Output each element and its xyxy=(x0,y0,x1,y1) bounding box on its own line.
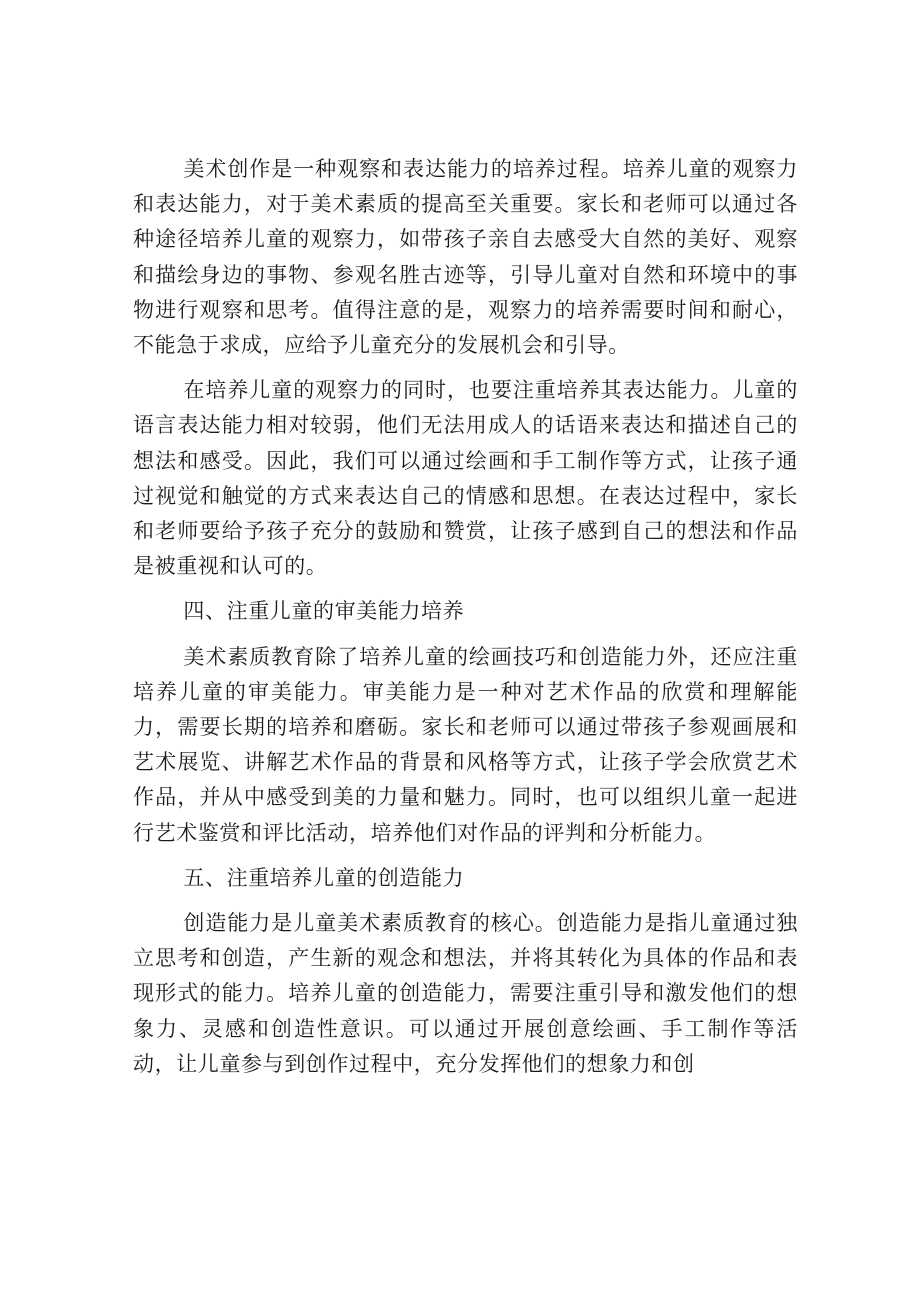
section-heading-aesthetic: 四、注重儿童的审美能力培养 xyxy=(183,599,465,624)
document-body xyxy=(133,152,798,1082)
section-heading-creativity: 五、注重培养儿童的创造能力 xyxy=(183,865,465,890)
paragraph-aesthetic-ability: 美术素质教育除了培养儿童的绘画技巧和创造能力外，还应注重培养儿童的审美能力。审美能力是一种对艺术作品的欣赏和理解能力，需要长期的培养和磨砺。家长和老师可以通过带孩子参观画展和艺术展览、讲解艺术作品的背景和风格等方式，让孩子学会欣赏艺术作品，并从中感受到美的力量和魅力。同时，也可以组织儿童一起进行艺术鉴赏和评比活动，培养他们对作品的评判和分析能力。 xyxy=(133,644,798,845)
paragraph-observation-expression: 美术创作是一种观察和表达能力的培养过程。培养儿童的观察力和表达能力，对于美术素质的提高至关重要。家长和老师可以通过各种途径培养儿童的观察力，如带孩子亲自去感受大自然的美好、观察和描绘身边的事物、参观名胜古迹等，引导儿童对自然和环境中的事物进行观察和思考。值得注意的是，观察力的培养需要时间和耐心，不能急于求成，应给予儿童充分的发展机会和引导。 xyxy=(133,157,798,358)
paragraph-expression-ability: 在培养儿童的观察力的同时，也要注重培养其表达能力。儿童的语言表达能力相对较弱，他们无法用成人的话语来表达和描述自己的想法和感受。因此，我们可以通过绘画和手工制作等方式，让孩子通过视觉和触觉的方式来表达自己的情感和思想。在表达过程中，家长和老师要给予孩子充分的鼓励和赞赏，让孩子感到自己的想法和作品是被重视和认可的。 xyxy=(133,378,798,579)
paragraph-creativity: 创造能力是儿童美术素质教育的核心。创造能力是指儿童通过独立思考和创造，产生新的观念和想法，并将其转化为具体的作品和表现形式的能力。培养儿童的创造能力，需要注重引导和激发他们的想象力、灵感和创造性意识。可以通过开展创意绘画、手工制作等活动，让儿童参与到创作过程中，充分发挥他们的想象力和创 xyxy=(133,911,798,1076)
